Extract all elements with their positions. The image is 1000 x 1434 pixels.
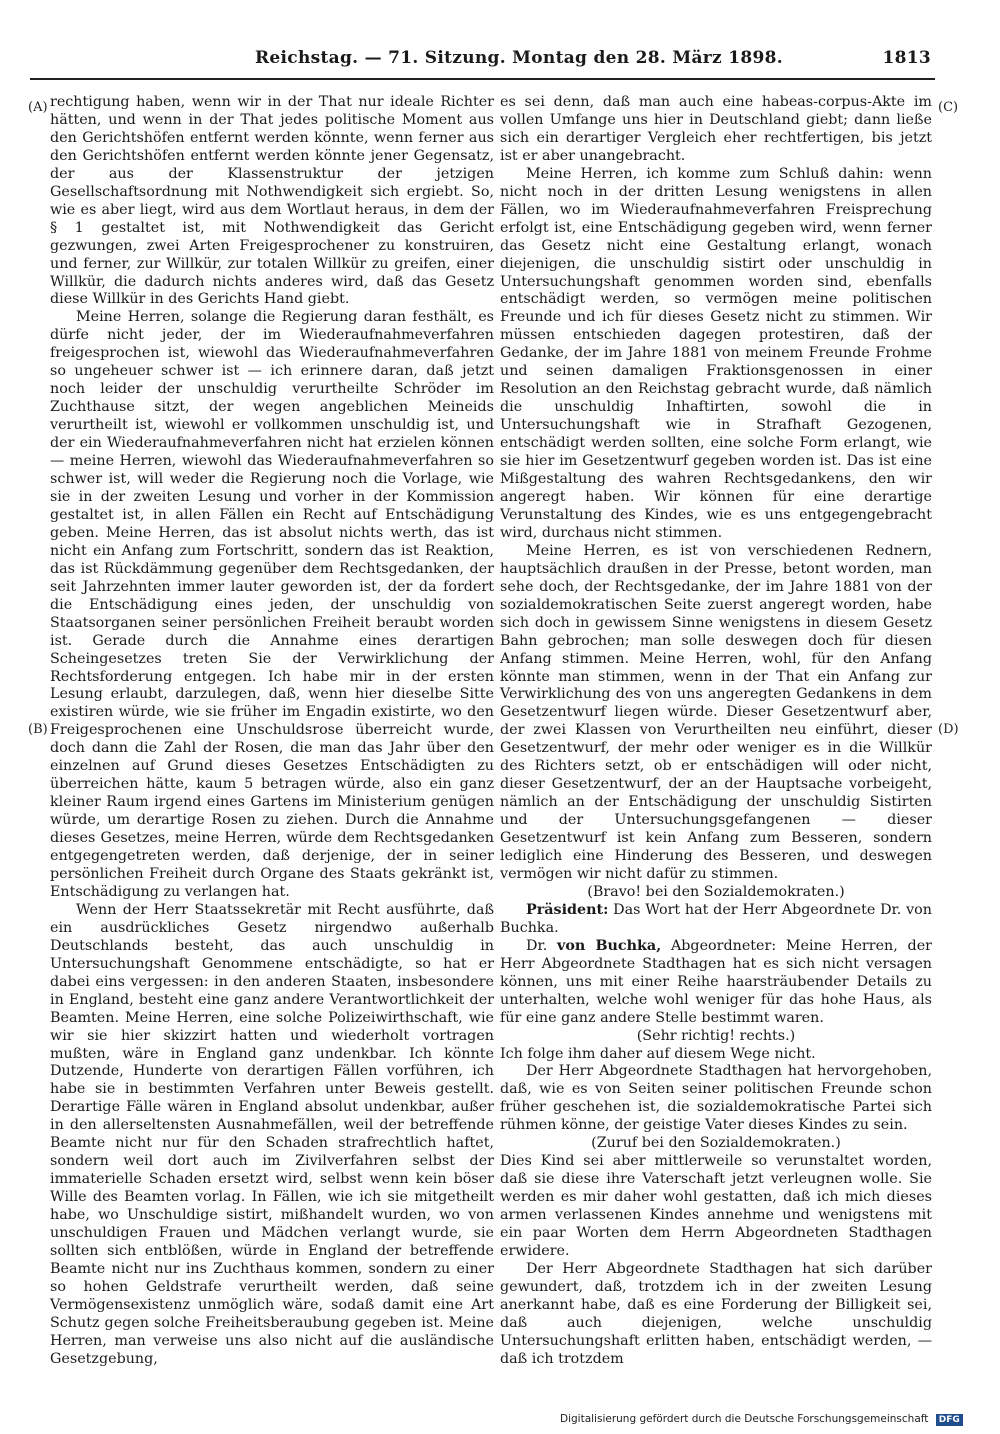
header-rule <box>30 78 935 80</box>
interjection-zuruf: (Zuruf bei den Sozialdemokraten.) <box>591 1135 841 1152</box>
footer-text: Digitalisierung gefördert durch die Deutsche Forschungsgemeinschaft <box>560 1413 929 1425</box>
page-header <box>255 46 935 72</box>
left-paragraph-2: Meine Herren, solange die Regierung daran festhält, es dürfe nicht jeder, der im Wiederaufnahmeverfahren freigesprochen ist, wiewohl das Wiederaufnahmeverfahren so ungeheuer schwer ist — ich erinnere daran, daß jetzt noch leider der unschuldig verurtheilte Schröder im Zuchthause sitzt, der wegen angeblichen Meineids verurtheilt ist, wiewohl er vollkommen unschuldig ist, und der ein Wiederaufnahmeverfahren nicht hat erzielen können — meine Herren, wiewohl das Wiederaufnahmeverfahren so schwer ist, will weder die Regierung noch die Vorlage, wie sie in der zweiten Lesung und vorher in der Kommission gestaltet ist, in allen Fällen ein Recht auf Entschädigung geben. Meine Herren, das ist absolut nichts werth, das ist nicht ein Anfang zum Fortschritt, sondern das ist Reaktion, das ist Rückdämmung gegenüber dem Rechtsgedanken, der seit Jahrzehnten immer lauter geworden ist, der da fordert die Entschädigung eines jeden, der unschuldig von Staatsorganen seiner persönlichen Freiheit beraubt worden ist. Gerade durch die Annahme eines derartigen Scheingesetzes treten Sie der Verwirklichung der Rechtsforderung entgegen. Ich habe mir in der ersten Lesung erlaubt, darzulegen, daß, wenn hier dieselbe Sitte existiren würde, wie sie früher im Engadin existirte, wo den Freigesprochenen eine Unschuldsrose überreicht wurde, doch dann die Zahl der Rosen, die man das Jahr über den einzelnen auf Grund dieses Gesetzes Entschädigten zu überreichen hätte, kaum 5 betragen würde, also ein ganz kleiner Raum irgend eines Gartens im Ministerium genügen würde, um derartige Rosen zu ziehen. Durch die Annahme dieses Gesetzes, meine Herren, würde dem Rechtsgedanken entgegengetreten werden, daß derjenige, der in seiner persönlichen Freiheit durch Organe des Staats gekränkt ist, Entschädigung zu verlangen hat. <box>50 309 494 900</box>
president-label: Präsident: <box>526 901 609 918</box>
speaker-statement <box>500 938 932 1028</box>
left-paragraph-3: Wenn der Herr Staatssekretär mit Recht ausführte, daß ein ausdrückliches Gesetz nirgendwo außerhalb Deutschlands besteht, das auch unschuldig in Untersuchungshaft Genommene entschädigte, so hat er dabei eins vergessen: in den anderen Staaten, insbesondere in England, besteht eine ganz andere Verantwortlichkeit der Beamten. Meine Herren, eine solche Polizeiwirthschaft, wie wir sie hier skizzirt hatten und wiederholt vortragen mußten, wäre in England ganz undenkbar. Ich könnte Dutzende, Hunderte von derartigen Fällen vorführen, ich habe sie in bestimmten Verfahren unter Beweis gestellt. Derartige Fälle wären in England absolut undenkbar, außer in den allerseltensten Ausnahmefällen, weil der betreffende Beamte nicht nur für den Schaden strafrechtlich haftet, sondern weil dort auch im Zivilverfahren selbst der immaterielle Schaden ersetzt wird, selbst wenn kein böser Wille des Beamten vorlag. In Fällen, wie ich sie mitgetheilt habe, wo Unschuldige sistirt, mißhandelt wurden, wo von unschuldigen Frauen und Mädchen verlangt wurde, sie sollten sich entblößen, würde in England der betreffende Beamte nicht nur ins Zuchthaus kommen, sondern zu einer so hohen Geldstrafe verurtheilt werden, daß seine Vermögensexistenz unmöglich wäre, sodaß damit eine Art Schutz gegen solche Freiheitsberaubung gegeben ist. Meine Herren, man verweise uns also nicht auf die ausländische Gesetzgebung, <box>50 901 494 1367</box>
right-paragraph-5: Der Herr Abgeordnete Stadthagen hat hervorgehoben, daß, wie es von Seiten seiner politischen Freunde schon früher geschehen ist, die sozialdemokratische Partei sich rühmen könne, der geistige Vater dieses Kindes zu sein. <box>500 1063 932 1134</box>
interjection-sehr-richtig: (Sehr richtig! rechts.) <box>636 1027 796 1044</box>
page-number: 1813 <box>882 48 931 68</box>
margin-mark-c: (C) <box>938 100 959 115</box>
president-statement <box>500 902 932 938</box>
speaker-name: von Buchka, <box>557 937 662 954</box>
header-title: Reichstag. — 71. Sitzung. Montag den 28. März 1898. <box>255 48 783 68</box>
margin-mark-a: (A) <box>28 100 48 115</box>
speaker-text: Abgeordneter: Meine Herren, der Herr Abgeordnete Stadthagen hat es sich nicht versagen können, uns mit einer Reihe haarsträubender Details zu unterhalten, welche wohl weniger für das hohe Haus, als für eine ganz andere Stelle bestimmt waren. <box>500 937 932 1026</box>
margin-mark-b: (B) <box>28 722 48 737</box>
president-text: Das Wort hat der Herr Abgeordnete Dr. von Buchka. <box>500 901 932 936</box>
interjection-bravo: (Bravo! bei den Sozialdemokraten.) <box>587 883 845 900</box>
left-paragraph-1: rechtigung haben, wenn wir in der That nur ideale Richter hätten, und wenn in der That jedes politische Moment aus den Gerichtshöfen entfernt werden könnte, wenn ferner aus den Gerichtshöfen entfernt werden könnte jener Gegensatz, der aus der Klassenstruktur der jetzigen Gesellschaftsordnung mit Nothwendigkeit sich ergiebt. So, wie es aber liegt, wird aus dem Wortlaut heraus, in dem der § 1 gestaltet ist, mit Nothwendigkeit das Gericht gezwungen, zwei Arten Freigesprochener zu konstruiren, und ferner, zur Willkür, zur totalen Willkür zu greifen, einer Willkür, die dadurch nichts anderes wird, daß das Gesetz diese Willkür in des Gerichts Hand giebt. <box>50 94 494 308</box>
right-column <box>500 94 932 1367</box>
dfg-logo: DFG <box>936 1414 963 1426</box>
right-paragraph-4: Ich folge ihm daher auf diesem Wege nicht. <box>500 1045 816 1062</box>
right-paragraph-6: Dies Kind sei aber mittlerweile so verunstaltet worden, daß sie diese ihre Vaterschaft jetzt verleugnen wolle. Sie werden es mir daher wohl gestatten, daß ich mich dieses armen verlassenen Kindes annehme und wenigstens mit ein paar Worten dem Herrn Abgeordneten Stadthagen erwidere. <box>500 1153 932 1259</box>
right-paragraph-1: es sei denn, daß man auch eine habeas-corpus-Akte im vollen Umfange uns hier in Deutschland giebt; dann ließe sich ein derartiger Vergleich eher rechtfertigen, bis jetzt ist er aber unangebracht. <box>500 94 932 164</box>
right-paragraph-3: Meine Herren, es ist von verschiedenen Rednern, hauptsächlich draußen in der Presse, betont worden, man sehe doch, der Rechtsgedanke, der im Jahre 1881 von der sozialdemokratischen Seite zuerst angeregt worden, habe sich doch in gewissem Sinne wenigstens in diesem Gesetz Bahn gebrochen; man solle deswegen doch für diesen Anfang stimmen. Meine Herren, wohl, für den Anfang könnte man stimmen, wenn in der That ein Anfang zur Verwirklichung des von uns angeregten Gedankens in dem Gesetzentwurf liegen würde. Dieser Gesetzentwurf aber, der zwei Klassen von Verurtheilten neu einführt, dieser Gesetzentwurf, der mehr oder weniger es in die Willkür des Richters setzt, ob er entschädigen will oder nicht, dieser Gesetzentwurf, der an der Hauptsache vorbeigeht, nämlich an der Entschädigung der unschuldig Sistirten und der Untersuchungsgefangenen — dieser Gesetzentwurf ist kein Anfang zum Besseren, sondern lediglich eine Hinderung des Besseren, und deswegen vermögen wir nicht dafür zu stimmen. <box>500 542 932 882</box>
digitization-footer <box>560 1413 980 1429</box>
left-column <box>50 94 494 1367</box>
speaker-prefix: Dr. <box>526 937 548 954</box>
margin-mark-d: (D) <box>938 722 959 737</box>
right-paragraph-7: Der Herr Abgeordnete Stadthagen hat sich darüber gewundert, daß, trotzdem ich in der zweiten Lesung anerkannt habe, daß es eine Forderung der Billigkeit sei, daß auch diejenigen, welche unschuldig Untersuchungshaft erlitten haben, entschädigt werden, — daß ich trotzdem <box>500 1260 932 1367</box>
right-paragraph-2: Meine Herren, ich komme zum Schluß dahin: wenn nicht noch in der dritten Lesung wenigstens in allen Fällen, wo im Wiederaufnahmeverfahren Freisprechung erfolgt ist, eine Entschädigung gegeben wird, wenn ferner das Gesetz nicht eine Gestaltung erlangt, wonach diejenigen, die unschuldig sistirt oder unschuldig in Untersuchungshaft genommen worden sind, ebenfalls entschädigt werden, so vermögen meine politischen Freunde und ich für dieses Gesetz nicht zu stimmen. Wir müssen entschieden dagegen protestiren, daß der Gedanke, der im Jahre 1881 von meinem Freunde Frohme und seinen damaligen Fraktionsgenossen in einer Resolution an den Reichstag gebracht wurde, daß nämlich die unschuldig Inhaftirten, sowohl die in Untersuchungshaft wie in Strafhaft Gezogenen, entschädigt werden sollten, eine solche Form erlangt, wie sie hier im Gesetzentwurf gegeben worden ist. Das ist eine Mißgestaltung des wahren Rechtsgedankens, den wir angeregt haben. Wir können für eine derartige Verunstaltung des Kindes, wie es uns entgegengebracht wird, durchaus nicht stimmen. <box>500 165 932 541</box>
